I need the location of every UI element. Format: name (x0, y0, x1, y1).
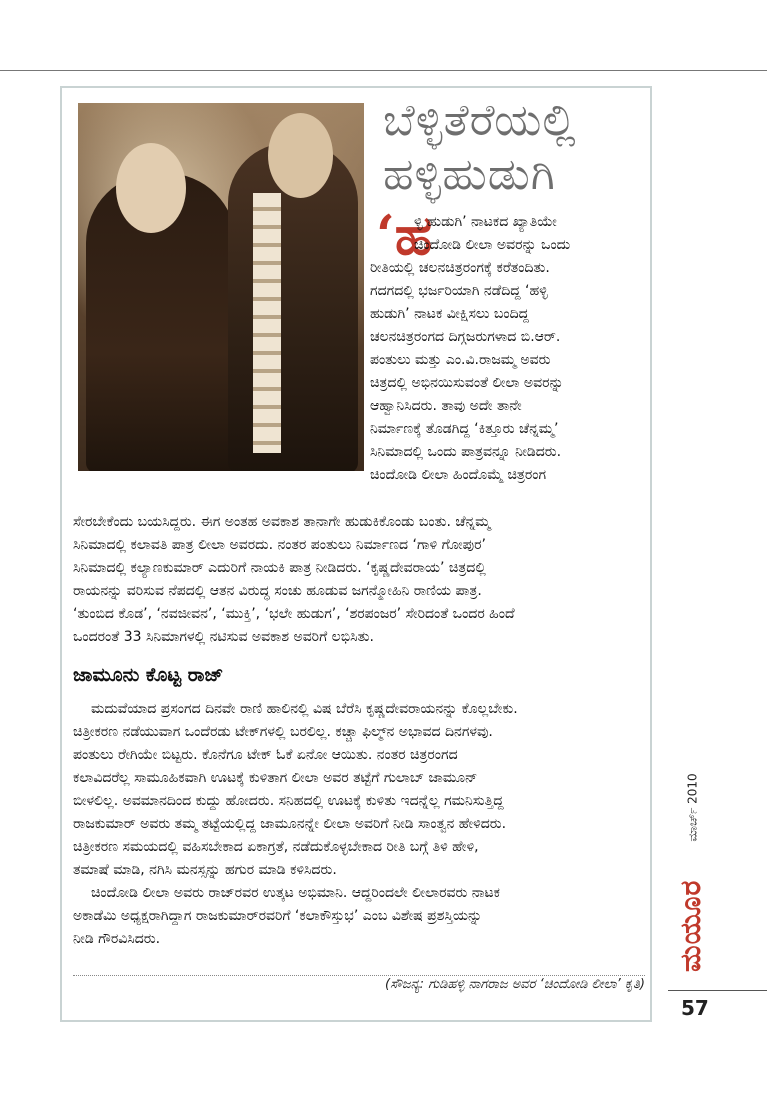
page-number-rule (668, 990, 767, 991)
section-subhead: ಜಾಮೂನು ಕೊಟ್ಟ ರಾಜ್ (73, 664, 224, 686)
intro-line: ಪಂತುಲು ಮತ್ತು ಎಂ.ವಿ.ರಾಜಮ್ಮ ಅವರು (370, 352, 551, 368)
photo-face-woman (116, 143, 186, 233)
article-title (383, 94, 645, 202)
credit-divider (73, 975, 645, 976)
article-photo (78, 103, 364, 471)
body-line: ಚಿತ್ರೀಕರಣ ಸಮಯದಲ್ಲಿ ವಹಿಸಬೇಕಾದ ಏಕಾಗ್ರತೆ, ನಡೆದುಕೊಳ್ಳಬೇಕಾದ ರೀತಿ ಬಗ್ಗೆ ತಿಳಿ ಹೇಳಿ, (73, 839, 479, 855)
page-number: 57 (681, 996, 709, 1020)
body-line: ಕಲಾವಿದರೆಲ್ಲ ಸಾಮೂಹಿಕವಾಗಿ ಊಟಕ್ಕೆ ಕುಳಿತಾಗ ಲೀಲಾ ಅವರ ತಟ್ಟೆಗೆ ಗುಲಾಬ್ ಜಾಮೂನ್ (73, 770, 478, 786)
body-line: ಸಿನಿಮಾದಲ್ಲಿ ಕಲಾವತಿ ಪಾತ್ರ ಲೀಲಾ ಅವರದು. ನಂತರ ಪಂತುಲು ನಿರ್ಮಾಣದ ‘ಗಾಳಿ ಗೋಪುರ’ (73, 537, 486, 553)
body-line: ಮದುವೆಯಾದ ಪ್ರಸಂಗದ ದಿನವೇ ರಾಣಿ ಹಾಲಿನಲ್ಲಿ ವಿಷ ಬೆರೆಸಿ ಕೃಷ್ಣದೇವರಾಯನನ್ನು ಕೊಲ್ಲಬೇಕು. (91, 701, 518, 717)
body-line: ಅಕಾಡೆಮಿ ಅಧ್ಯಕ್ಷರಾಗಿದ್ದಾಗ ರಾಜಕುಮಾರ್‌ರವರಿಗೆ ‘ಕಲಾಕೌಸ್ತುಭ’ ಎಂಬ ವಿಶೇಷ ಪ್ರಶಸ್ತಿಯನ್ನು (73, 908, 483, 924)
body-line: ಪಂತುಲು ರೇಗಿಯೇ ಬಿಟ್ಟರು. ಕೊನೆಗೂ ಟೇಕ್ ಓಕೆ ಏನೋ ಆಯಿತು. ನಂತರ ಚಿತ್ರರಂಗದ (73, 747, 458, 763)
magazine-sidebar (668, 760, 707, 1020)
body-line: ತಮಾಷೆ ಮಾಡಿ, ನಗಿಸಿ ಮನಸ್ಸನ್ನು ಹಗುರ ಮಾಡಿ ಕಳಿಸಿದರು. (73, 862, 337, 878)
intro-line: ಸಿನಿಮಾದಲ್ಲಿ ಒಂದು ಪಾತ್ರವನ್ನೂ ನೀಡಿದರು. (370, 444, 562, 460)
title-line-2: ಹಳ್ಳಿಹುಡುಗಿ (383, 149, 556, 200)
intro-line: ಚಿಂದೋಡಿ ಲೀಲಾ ಹಿಂದೊಮ್ಮೆ ಚಿತ್ರರಂಗ (370, 467, 547, 483)
magazine-name: ಮಯೂರ (674, 879, 707, 972)
body-line: ಚಿಂದೋಡಿ ಲೀಲಾ ಅವರು ರಾಜ್‌ರವರ ಉತ್ಕಟ ಅಭಿಮಾನಿ. ಆದ್ದರಿಂದಲೇ ಲೀಲಾರವರು ನಾಟಕ (91, 885, 500, 901)
intro-line: ಗದಗದಲ್ಲಿ ಭರ್ಜರಿಯಾಗಿ ನಡೆದಿದ್ದ ‘ಹಳ್ಳಿ (370, 283, 548, 299)
body-line: ಬೀಳಲಿಲ್ಲ. ಅವಮಾನದಿಂದ ಕುದ್ದು ಹೋದರು. ಸನಿಹದಲ್ಲಿ ಊಟಕ್ಕೆ ಕುಳಿತು ಇದನ್ನೆಲ್ಲ ಗಮನಿಸುತ್ತಿದ್ದ (73, 793, 504, 809)
body-full-width (73, 511, 647, 649)
body-line: ಒಂದರಂತೆ 33 ಸಿನಿಮಾಗಳಲ್ಲಿ ನಟಿಸುವ ಅವಕಾಶ ಅವರಿಗೆ ಲಭಿಸಿತು. (73, 629, 374, 645)
intro-line: ಳ್ಳಿ ಹುಡುಗಿ’ ನಾಟಕದ ಖ್ಯಾತಿಯೇ (414, 214, 557, 230)
intro-line: ಆಹ್ವಾನಿಸಿದರು. ತಾವು ಅದೇ ತಾನೇ (370, 398, 522, 414)
title-line-1: ಬೆಳ್ಳಿತೆರೆಯಲ್ಲಿ (383, 95, 577, 146)
body-line: ರಾಯನನ್ನು ವರಿಸುವ ನೆಪದಲ್ಲಿ ಆತನ ವಿರುದ್ಧ ಸಂಚು ಹೂಡುವ ಜಗನ್ಮೋಹಿನಿ ರಾಣಿಯ ಪಾತ್ರ. (73, 583, 482, 599)
intro-column (370, 211, 646, 487)
issue-date: ಮಾರ್ಚ್ 2010 (685, 773, 700, 842)
body-line: ಸೇರಬೇಕೆಂದು ಬಯಸಿದ್ದರು. ಈಗ ಅಂತಹ ಅವಕಾಶ ತಾನಾಗೇ ಹುಡುಕಿಕೊಂಡು ಬಂತು. ಚೆನ್ನಮ್ಮ (73, 514, 491, 530)
photo-face-man (268, 113, 333, 198)
photo-credit: (ಸೌಜನ್ಯ: ಗುಡಿಹಳ್ಳಿ ನಾಗರಾಜ ಅವರ ‘ಚಿಂದೋಡಿ ಲೀಲಾ’ ಕೃತಿ) (385, 977, 645, 992)
intro-line: ಹುಡುಗಿ’ ನಾಟಕ ವೀಕ್ಷಿಸಲು ಬಂದಿದ್ದ (370, 306, 529, 322)
top-rule (0, 70, 767, 71)
intro-line: ಚಲನಚಿತ್ರರಂಗದ ದಿಗ್ಗಜರುಗಳಾದ ಬಿ.ಆರ್. (370, 329, 561, 345)
body-line: ರಾಜಕುಮಾರ್ ಅವರು ತಮ್ಮ ತಟ್ಟೆಯಲ್ಲಿದ್ದ ಜಾಮೂನನ್ನೇ ಲೀಲಾ ಅವರಿಗೆ ನೀಡಿ ಸಾಂತ್ವನ ಹೇಳಿದರು. (73, 816, 507, 832)
body-line: ಸಿನಿಮಾದಲ್ಲಿ ಕಲ್ಯಾಣಕುಮಾರ್ ಎದುರಿಗೆ ನಾಯಕಿ ಪಾತ್ರ ನೀಡಿದರು. ‘ಕೃಷ್ಣದೇವರಾಯ’ ಚಿತ್ರದಲ್ಲಿ (73, 560, 486, 576)
intro-line: ರೀತಿಯಲ್ಲಿ ಚಲನಚಿತ್ರರಂಗಕ್ಕೆ ಕರೆತಂದಿತು. (370, 260, 550, 276)
intro-line: ಚಿತ್ರದಲ್ಲಿ ಅಭಿನಯಿಸುವಂತೆ ಲೀಲಾ ಅವರನ್ನು (370, 375, 564, 391)
body-section-2 (73, 698, 647, 951)
intro-line: ಚಿಂದೋಡಿ ಲೀಲಾ ಅವರನ್ನು ಒಂದು (414, 237, 571, 253)
photo-scarf (253, 193, 281, 453)
drop-cap: ‘ಹ (376, 203, 433, 267)
intro-line: ನಿರ್ಮಾಣಕ್ಕೆ ತೊಡಗಿದ್ದ ‘ಕಿತ್ತೂರು ಚೆನ್ನಮ್ಮ’ (370, 421, 559, 437)
body-line: ಚಿತ್ರೀಕರಣ ನಡೆಯುವಾಗ ಒಂದೆರಡು ಟೇಕ್‌ಗಳಲ್ಲಿ ಬರಲಿಲ್ಲ. ಕಚ್ಚಾ ಫಿಲ್ಮ್‌ನ ಅಭಾವದ ದಿನಗಳವು. (73, 724, 493, 740)
body-line: ‘ತುಂಬಿದ ಕೊಡ’, ‘ನವಜೀವನ’, ‘ಮುಕ್ತಿ’, ‘ಭಲೇ ಹುಡುಗ’, ‘ಶರಪಂಜರ’ ಸೇರಿದಂತೆ ಒಂದರ ಹಿಂದೆ (73, 606, 515, 622)
body-line: ನೀಡಿ ಗೌರವಿಸಿದರು. (73, 931, 161, 947)
